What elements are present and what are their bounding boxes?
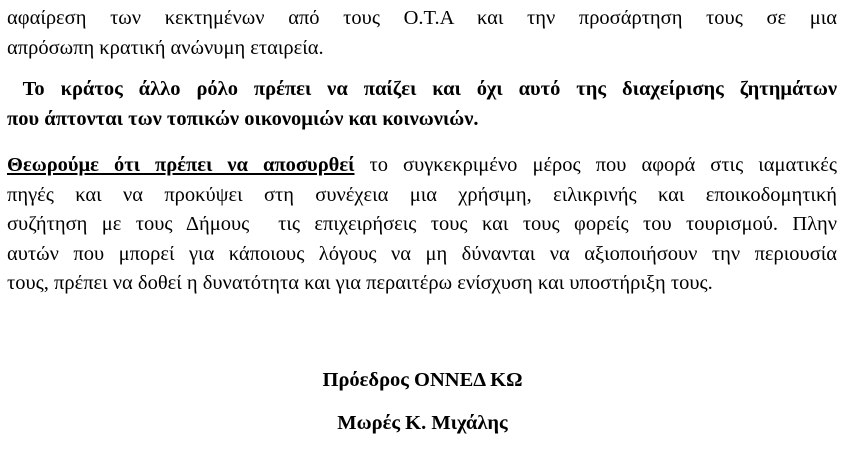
text-line: που άπτονται των τοπικών οικονομιών και κοινωνιών.: [7, 107, 479, 130]
text-line: πηγές και να προκύψει στη συνέχεια μια χρήσιμη, ειλικρινής και εποικοδομητική: [7, 183, 837, 206]
text-line: αυτών που μπορεί για κάποιους λόγους να μη δύνανται να αξιοποιήσουν την περιουσία: [7, 242, 837, 265]
signature-title: Πρόεδρος ΟΝΝΕΔ ΚΩ: [322, 369, 523, 391]
paragraph-oта-transfer: [7, 4, 837, 63]
paragraph-state-role: [7, 75, 837, 134]
emphasized-lead-text: Θεωρούμε ότι πρέπει να αποσυρθεί: [7, 154, 355, 176]
text-fragment: το συγκεκριμένο μέρος που αφορά στις ιαματικές: [354, 154, 838, 176]
text-line: αφαίρεση των κεκτημένων από τους Ο.Τ.Α και την προσάρτηση τους σε μια: [7, 7, 837, 29]
text-line: Το κράτος άλλο ρόλο πρέπει να παίζει και όχι αυτό της διαχείρισης ζητημάτων: [7, 78, 837, 100]
signature-name: Μωρές Κ. Μιχάλης: [337, 412, 508, 434]
text-line: συζήτηση με τους Δήμους τις επιχειρήσεις τους και τους φορείς του τουρισμού. Πλην: [7, 213, 837, 235]
paragraph-withdrawal-request: [7, 151, 837, 299]
text-line: τους, πρέπει να δοθεί η δυνατότητα και για περαιτέρω ενίσχυση και υποστήριξη τους.: [7, 272, 713, 294]
text-line: απρόσωπη κρατική ανώνυμη εταιρεία.: [7, 36, 324, 59]
text-line: [7, 151, 837, 181]
